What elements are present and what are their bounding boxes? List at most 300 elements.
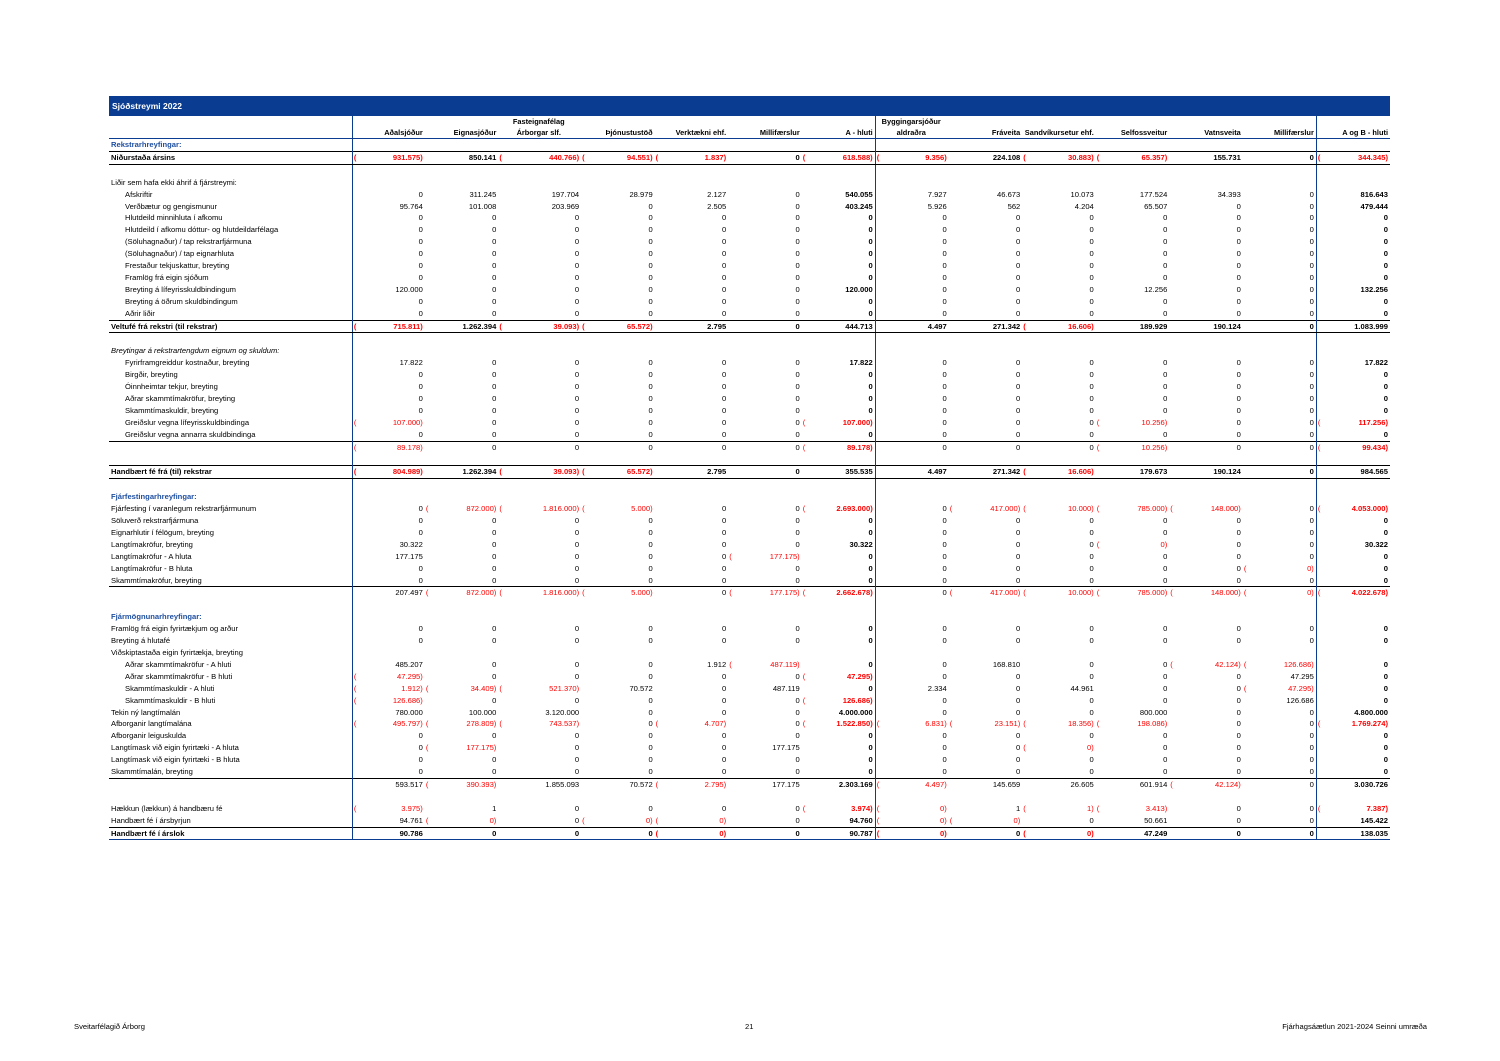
paren-mark — [1316, 683, 1325, 695]
paren-mark — [728, 623, 737, 635]
paren-mark — [1243, 441, 1252, 453]
paren-mark — [802, 491, 811, 503]
cell-value: 0 — [418, 575, 423, 585]
paren-mark — [1022, 539, 1031, 551]
paren-mark — [581, 707, 590, 719]
paren-mark — [1169, 405, 1178, 417]
paren-mark — [1022, 345, 1031, 357]
cell-value: 0 — [648, 803, 653, 813]
paren-mark — [352, 730, 361, 742]
paren-mark — [802, 201, 811, 213]
cell-value — [1252, 139, 1316, 152]
paren-mark — [1316, 320, 1325, 333]
cell-value: 0 — [811, 260, 875, 272]
cell-value: 10.256) — [1105, 441, 1169, 453]
cell-value: 0 — [1236, 308, 1241, 318]
paren-mark: ( — [498, 466, 507, 479]
cell-value: 70.572 — [590, 778, 654, 790]
cell-value: 0 — [1252, 441, 1316, 453]
cell-value: 0 — [942, 551, 947, 561]
row-label: Skammtímaskuldir - A hluti — [109, 683, 352, 695]
cell-value — [1105, 479, 1169, 491]
paren-mark — [1022, 429, 1031, 441]
paren-mark — [425, 479, 434, 491]
paren-mark — [1096, 201, 1105, 213]
paren-mark — [949, 260, 958, 272]
paren-mark — [498, 491, 507, 503]
paren-mark — [352, 369, 361, 381]
paren-mark — [802, 333, 811, 345]
paren-mark — [1022, 515, 1031, 527]
cell-value: 0 — [574, 659, 580, 669]
paren-mark — [581, 791, 590, 803]
cell-value: 0 — [811, 575, 875, 587]
cell-value: 0 — [1016, 261, 1021, 271]
cell-value: 0 — [1089, 370, 1094, 380]
table-row — [109, 320, 1390, 333]
row-label: Skammtímalán, breyting — [109, 766, 352, 778]
cell-value: 2.303.169 — [811, 778, 875, 790]
paren-mark — [1316, 659, 1325, 671]
paren-mark — [1022, 454, 1031, 466]
cell-value — [1032, 177, 1096, 189]
paren-mark — [498, 405, 507, 417]
cell-value: 0 — [795, 671, 800, 681]
paren-mark — [1096, 623, 1105, 635]
paren-mark — [352, 491, 361, 503]
paren-mark — [352, 381, 361, 393]
cell-value: 0 — [942, 405, 947, 415]
cell-value: 190.124 — [1179, 466, 1243, 479]
cell-value: 2.662.678) — [811, 587, 875, 599]
paren-mark — [1243, 381, 1252, 393]
cell-value — [590, 139, 654, 152]
paren-mark — [875, 671, 884, 683]
paren-mark — [1316, 575, 1325, 587]
cell-value: 0 — [795, 429, 800, 439]
paren-mark — [728, 718, 737, 730]
cell-value: 30.883) — [1032, 151, 1096, 164]
row-label — [109, 333, 352, 345]
cell-value: 0 — [942, 516, 947, 526]
paren-mark — [655, 766, 664, 778]
cell-value: 0 — [418, 394, 423, 403]
paren-mark: ( — [802, 441, 811, 453]
paren-mark — [352, 659, 361, 671]
cell-value — [362, 345, 425, 357]
paren-mark — [1316, 212, 1325, 224]
paren-mark: ( — [1243, 587, 1252, 599]
cell-value: 0 — [1236, 803, 1241, 813]
cell-value: 0 — [574, 767, 580, 777]
cell-value — [1032, 647, 1096, 659]
paren-mark — [1022, 417, 1031, 429]
cell-value — [1105, 454, 1169, 466]
cell-value: 0 — [721, 575, 727, 585]
cell-value: 0 — [1016, 539, 1021, 549]
paren-mark — [498, 695, 507, 707]
cell-value: 0 — [418, 370, 423, 380]
cell-value — [811, 177, 875, 189]
cell-value: 4.497) — [885, 778, 949, 790]
table-row — [109, 647, 1390, 659]
paren-mark — [1169, 357, 1178, 369]
paren-mark — [1243, 284, 1252, 296]
paren-mark — [802, 345, 811, 357]
paren-mark — [498, 707, 507, 719]
cell-value: 95.764 — [399, 201, 423, 211]
cell-value: 0 — [721, 370, 727, 380]
cell-value: 0 — [1016, 249, 1021, 259]
cell-value — [664, 611, 728, 623]
paren-mark — [1243, 320, 1252, 333]
cell-value: 0 — [1252, 212, 1316, 224]
cell-value: 0 — [1163, 755, 1168, 765]
cell-value: 0 — [1252, 466, 1316, 479]
column-header: A og B - hluti — [1316, 127, 1390, 139]
cell-value: 521.370) — [549, 683, 580, 693]
paren-mark — [1316, 405, 1325, 417]
table-row — [109, 587, 1390, 599]
paren-mark — [875, 563, 884, 575]
paren-mark: ( — [581, 587, 590, 599]
paren-mark — [425, 515, 434, 527]
cell-value: 177.175 — [772, 743, 800, 753]
paren-mark: ( — [1022, 827, 1031, 840]
paren-mark — [352, 587, 361, 599]
column-header: Fráveita — [949, 127, 1023, 139]
cell-value: 0 — [885, 587, 949, 599]
cell-value: 0 — [1163, 237, 1168, 247]
cell-value: 0 — [1163, 575, 1168, 585]
paren-mark — [1022, 308, 1031, 320]
cell-value: 0 — [574, 272, 580, 282]
cell-value: 148.000) — [1210, 504, 1241, 514]
cell-value: 0 — [1163, 370, 1168, 380]
paren-mark — [1169, 563, 1178, 575]
paren-mark — [1022, 357, 1031, 369]
cell-value: 0 — [795, 394, 800, 403]
paren-mark — [1022, 441, 1031, 453]
column-header-top — [352, 116, 424, 127]
paren-mark — [1022, 405, 1031, 417]
cell-value: 0 — [1016, 284, 1021, 294]
column-header-top — [1243, 116, 1317, 127]
cell-value: 0 — [942, 695, 947, 705]
paren-mark — [1169, 718, 1178, 730]
cell-value: 0 — [942, 636, 947, 646]
table-row — [109, 695, 1390, 707]
cell-value: 0 — [492, 296, 497, 306]
cell-value — [508, 333, 582, 345]
row-label: Skammtímaskuldir, breyting — [109, 405, 352, 417]
cell-value: 18.356) — [1068, 719, 1094, 729]
paren-mark — [1169, 766, 1178, 778]
paren-mark — [1169, 224, 1178, 236]
cell-value: 0 — [1016, 225, 1021, 235]
paren-mark: ( — [876, 719, 880, 729]
paren-mark — [581, 551, 590, 563]
paren-mark — [728, 248, 737, 260]
paren-mark — [352, 429, 361, 441]
paren-mark — [498, 177, 507, 189]
cell-value: 99.434) — [1326, 441, 1390, 453]
row-label: Langtímask við eigin fyrirtæki - B hluta — [109, 754, 352, 766]
paren-mark — [875, 260, 884, 272]
cell-value: 0 — [1016, 767, 1021, 777]
cell-value: 0 — [1383, 659, 1388, 669]
cell-value: 0 — [1252, 296, 1316, 308]
paren-mark — [581, 491, 590, 503]
cell-value: 1.262.394 — [434, 320, 498, 333]
cell-value: 0 — [721, 755, 727, 765]
paren-mark — [728, 491, 737, 503]
paren-mark — [352, 539, 361, 551]
table-row — [109, 671, 1390, 683]
cell-value: 0 — [648, 201, 653, 211]
paren-mark: ( — [1023, 743, 1026, 753]
cell-value: 0 — [958, 827, 1022, 840]
paren-mark — [581, 333, 590, 345]
cell-value — [1326, 791, 1390, 803]
paren-mark: ( — [353, 719, 357, 729]
cell-value: 7.927 — [927, 189, 947, 199]
cell-value — [434, 611, 498, 623]
paren-mark — [1243, 151, 1252, 164]
table-row — [109, 827, 1390, 840]
paren-mark — [949, 766, 958, 778]
cell-value: 94.551) — [590, 151, 654, 164]
paren-mark — [425, 201, 434, 213]
cell-value — [434, 333, 498, 345]
cell-value: 0 — [1016, 213, 1021, 223]
cell-value — [885, 491, 949, 503]
paren-mark — [1316, 791, 1325, 803]
cell-value — [1105, 599, 1169, 611]
cell-value: 0 — [942, 382, 947, 392]
paren-mark — [581, 369, 590, 381]
cell-value: 0 — [1089, 237, 1094, 247]
row-label: Fjárfestingarhreyfingar: — [109, 491, 352, 503]
cell-value: 0 — [811, 623, 875, 635]
row-label: Viðskiptastaða eigin fyrirtækja, breyting — [109, 647, 352, 659]
paren-mark — [1243, 539, 1252, 551]
paren-mark — [1169, 635, 1178, 647]
cell-value: 715.811) — [362, 320, 425, 333]
paren-mark — [655, 308, 664, 320]
cell-value: 0 — [1236, 624, 1241, 634]
paren-mark — [1022, 381, 1031, 393]
cell-value: 0 — [721, 563, 727, 573]
paren-mark — [1243, 803, 1252, 815]
paren-mark — [655, 587, 664, 599]
paren-mark — [1316, 139, 1325, 152]
cell-value — [885, 454, 949, 466]
paren-mark — [1316, 742, 1325, 754]
cell-value: 0 — [942, 225, 947, 235]
paren-mark — [1096, 357, 1105, 369]
row-label: Skammtímaskuldir - B hluti — [109, 695, 352, 707]
cell-value: 0 — [942, 213, 947, 223]
paren-mark — [1096, 381, 1105, 393]
cell-value: 0 — [1163, 308, 1168, 318]
paren-mark — [581, 611, 590, 623]
cell-value — [1326, 345, 1390, 357]
table-row — [109, 393, 1390, 405]
cell-value: 0 — [1016, 516, 1021, 526]
paren-mark — [1022, 647, 1031, 659]
paren-mark: ( — [949, 719, 953, 729]
paren-mark — [352, 527, 361, 539]
paren-mark — [581, 778, 590, 790]
cell-value: 17.822 — [1364, 358, 1388, 368]
row-label: Verðbætur og gengismunur — [109, 201, 352, 213]
cell-value: 0 — [795, 370, 800, 380]
cell-value: 0 — [942, 237, 947, 247]
cell-value: 0 — [721, 539, 727, 549]
cell-value: 0 — [1236, 743, 1241, 753]
cell-value: 44.961 — [1070, 683, 1094, 693]
cell-value: 743.537) — [549, 719, 580, 729]
paren-mark — [581, 695, 590, 707]
paren-mark: ( — [498, 587, 507, 599]
cell-value — [958, 345, 1022, 357]
cell-value: 0 — [738, 320, 802, 333]
paren-mark — [1169, 212, 1178, 224]
paren-mark — [1243, 551, 1252, 563]
cell-value: 0 — [1163, 636, 1168, 646]
cell-value: 0 — [1016, 394, 1021, 403]
cell-value: 0 — [1089, 563, 1094, 573]
cell-value: 0 — [1236, 296, 1241, 306]
paren-mark — [425, 454, 434, 466]
cell-value: 30.322 — [1364, 539, 1388, 549]
paren-mark — [1096, 260, 1105, 272]
cell-value: 0 — [574, 261, 580, 271]
cell-value — [1179, 333, 1243, 345]
paren-mark — [875, 212, 884, 224]
cell-value: 0 — [738, 151, 802, 164]
paren-mark: ( — [425, 778, 434, 790]
paren-mark: ( — [1022, 587, 1031, 599]
cell-value — [434, 454, 498, 466]
cell-value: 485.207 — [395, 659, 423, 669]
paren-mark — [581, 718, 590, 730]
cell-value: 168.810 — [992, 659, 1021, 669]
cell-value: 100.000 — [468, 707, 497, 717]
paren-mark — [728, 260, 737, 272]
cell-value: 0 — [942, 296, 947, 306]
cell-value: 0 — [721, 237, 727, 247]
paren-mark — [875, 164, 884, 176]
paren-mark — [1169, 551, 1178, 563]
cell-value — [1032, 164, 1096, 176]
cell-value — [1032, 345, 1096, 357]
paren-mark — [1096, 766, 1105, 778]
paren-mark: ( — [1023, 803, 1026, 813]
paren-mark — [1243, 272, 1252, 284]
paren-mark — [1169, 539, 1178, 551]
paren-mark — [1022, 164, 1031, 176]
paren-mark — [352, 296, 361, 308]
cell-value: 0 — [492, 731, 497, 741]
cell-value: 0 — [1163, 527, 1168, 537]
paren-mark — [581, 515, 590, 527]
cell-value: 0 — [1089, 405, 1094, 415]
paren-mark: ( — [581, 151, 590, 164]
paren-mark — [352, 189, 361, 201]
paren-mark — [875, 611, 884, 623]
cell-value: 0 — [1252, 272, 1316, 284]
cell-value: 0 — [1016, 429, 1021, 439]
cell-value: 0 — [418, 382, 423, 392]
paren-mark — [1096, 611, 1105, 623]
paren-mark — [1096, 707, 1105, 719]
cell-value: 0 — [942, 707, 947, 717]
cell-value: 101.008 — [468, 201, 497, 211]
table-row — [109, 611, 1390, 623]
paren-mark — [655, 575, 664, 587]
paren-mark — [1022, 730, 1031, 742]
cell-value: 0 — [1089, 551, 1094, 561]
paren-mark — [1316, 466, 1325, 479]
cell-value: 10.000) — [1032, 587, 1096, 599]
paren-mark — [802, 539, 811, 551]
paren-mark — [1169, 491, 1178, 503]
paren-mark: ( — [582, 815, 585, 825]
paren-mark — [655, 393, 664, 405]
paren-mark — [655, 695, 664, 707]
cell-value: 2.795 — [664, 320, 728, 333]
cell-value: 0 — [492, 308, 497, 318]
paren-mark — [949, 345, 958, 357]
cell-value: 0 — [648, 539, 653, 549]
paren-mark — [1243, 754, 1252, 766]
cell-value: 1.769.274) — [1351, 719, 1388, 729]
paren-mark — [498, 164, 507, 176]
paren-mark — [498, 611, 507, 623]
cell-value: 0 — [492, 659, 497, 669]
paren-mark — [352, 201, 361, 213]
paren-mark — [498, 551, 507, 563]
cell-value: 0 — [795, 225, 800, 235]
cell-value: 94.760 — [811, 815, 875, 827]
paren-mark — [1169, 803, 1178, 815]
cell-value: 2.795 — [664, 466, 728, 479]
cell-value: 0 — [1089, 296, 1094, 306]
table-row — [109, 236, 1390, 248]
cell-value: 0 — [590, 441, 654, 453]
paren-mark — [949, 635, 958, 647]
cell-value — [362, 611, 425, 623]
paren-mark — [1096, 284, 1105, 296]
paren-mark — [728, 695, 737, 707]
cell-value: 0 — [1236, 284, 1241, 294]
cell-value: 0 — [795, 695, 800, 705]
paren-mark — [1169, 647, 1178, 659]
cell-value: 0 — [1016, 417, 1021, 427]
cell-value: 0 — [590, 827, 654, 840]
cell-value: 177.175) — [466, 743, 497, 753]
paren-mark: ( — [949, 504, 953, 514]
paren-mark: ( — [802, 417, 806, 427]
cell-value — [738, 611, 802, 623]
row-label: Hækkun (lækkun) á handbæru fé — [109, 803, 352, 815]
cell-value: 0 — [492, 755, 497, 765]
paren-mark — [875, 635, 884, 647]
paren-mark — [875, 466, 884, 479]
paren-mark — [1096, 296, 1105, 308]
